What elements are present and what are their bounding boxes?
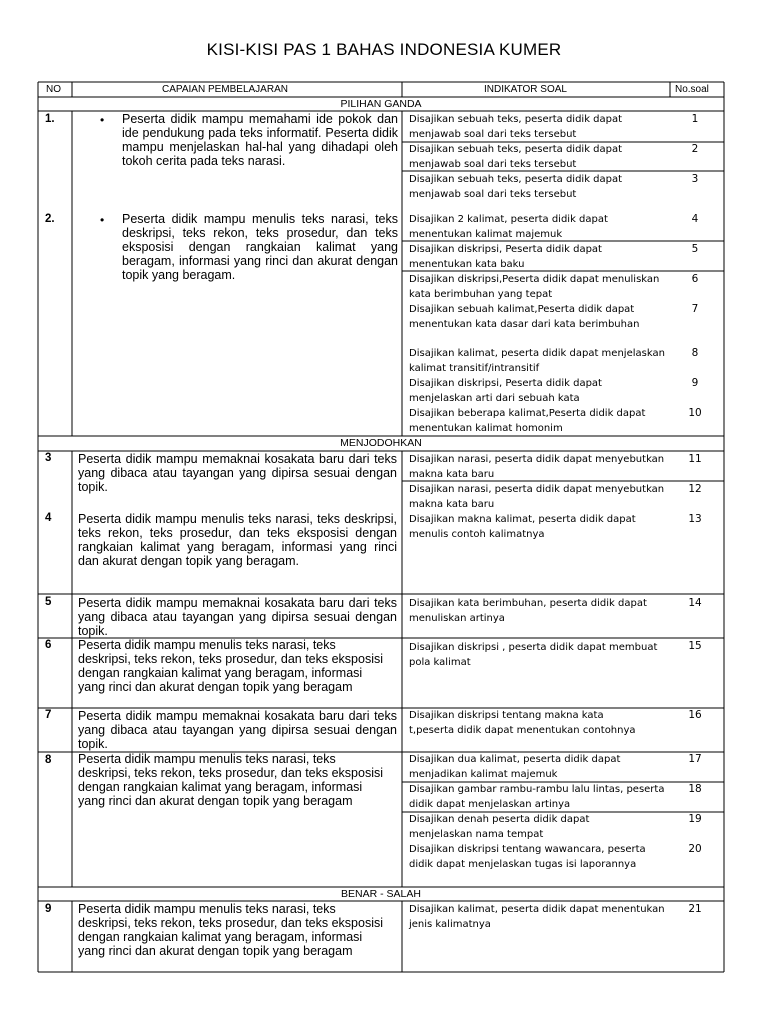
capaian-text: Peserta didik mampu menulis teks narasi, teks deskripsi, teks rekon, teks prosedur, dan teks eksposisi dengan rangkaian kalimat yang beragam, informasi yang rinci dan akurat dengan topik yang beragam. xyxy=(122,212,398,283)
indikator-text: Disajikan kata berimbuhan, peserta didik dapat menuliskan artinya xyxy=(409,598,647,624)
capaian-text: Peserta didik mampu memaknai kosakata baru dari teks yang dibaca atau tayangan yang dipirsa sesuai dengan topik. xyxy=(78,709,397,752)
row-number: 6 xyxy=(45,639,52,651)
soal-number: 11 xyxy=(688,453,702,465)
row-number: 8 xyxy=(45,754,52,766)
indikator-text: Disajikan kalimat, peserta didik dapat menentukan jenis kalimatnya xyxy=(409,904,665,930)
soal-number: 15 xyxy=(688,640,702,652)
indikator-text: Disajikan narasi, peserta didik dapat menyebutkan makna kata baru xyxy=(409,454,665,480)
row-number: 3 xyxy=(45,452,52,464)
indikator-text: Disajikan beberapa kalimat,Peserta didik dapat menentukan kalimat homonim xyxy=(409,408,646,434)
soal-number: 20 xyxy=(688,843,702,855)
row-number: 9 xyxy=(45,903,52,915)
indikator-text: Disajikan diskripsi , peserta didik dapat membuat pola kalimat xyxy=(409,642,658,668)
soal-number: 5 xyxy=(691,243,699,255)
soal-number: 14 xyxy=(688,597,702,609)
soal-number: 17 xyxy=(688,753,702,765)
indikator-text: Disajikan diskripsi tentang wawancara, peserta didik dapat menjelaskan tugas isi laporannya xyxy=(409,844,646,870)
soal-number: 10 xyxy=(688,407,702,419)
bullet-marker: • xyxy=(100,213,105,227)
indikator-text: Disajikan kalimat, peserta didik dapat menjelaskan kalimat transitif/intransitif xyxy=(409,348,665,374)
indikator-text: Disajikan sebuah teks, peserta didik dapat menjawab soal dari teks tersebut xyxy=(409,114,623,140)
indikator-text: Disajikan diskripsi, Peserta didik dapat menentukan kata baku xyxy=(409,244,602,270)
indikator-text: Disajikan gambar rambu-rambu lalu lintas, peserta didik dapat menjelaskan artinya xyxy=(409,784,665,810)
soal-number: 7 xyxy=(691,303,699,315)
header-no: NO xyxy=(46,84,61,95)
soal-number: 16 xyxy=(688,709,702,721)
row-number: 1. xyxy=(45,113,55,125)
capaian-text: Peserta didik mampu memahami ide pokok dan ide pendukung pada teks informatif. Peserta didik mampu menjelaskan hal-hal yang dihadapi oleh tokoh cerita pada teks narasi. xyxy=(122,112,398,169)
indikator-text: Disajikan 2 kalimat, peserta didik dapat menentukan kalimat majemuk xyxy=(409,214,608,240)
soal-number: 4 xyxy=(691,213,699,225)
soal-number: 18 xyxy=(688,783,702,795)
capaian-text: Peserta didik mampu menulis teks narasi, teks deskripsi, teks rekon, teks prosedur, dan teks eksposisi dengan rangkaian kalimat yang beragam, informasi yang rinci dan akurat dengan topik yang beragam xyxy=(78,902,384,959)
indikator-text: Disajikan diskripsi,Peserta didik dapat menuliskan kata berimbuhan yang tepat xyxy=(409,274,660,300)
capaian-text: Peserta didik mampu menulis teks narasi, teks deskripsi, teks rekon, teks prosedur, dan teks eksposisi dengan rangkaian kalimat yang beragam, informasi yang rinci dan akurat dengan topik yang beragam xyxy=(78,638,384,695)
document-title: KISI-KISI PAS 1 BAHAS INDONESIA KUMER xyxy=(206,40,562,59)
header-nosoal: No.soal xyxy=(675,84,709,95)
soal-number: 3 xyxy=(691,173,699,185)
section-menjodohkan: MENJODOHKAN xyxy=(340,437,422,449)
indikator-text: Disajikan sebuah teks, peserta didik dapat menjawab soal dari teks tersebut xyxy=(409,174,623,200)
indikator-text: Disajikan diskripsi, Peserta didik dapat menjelaskan arti dari sebuah kata xyxy=(409,378,602,404)
soal-number: 1 xyxy=(691,113,699,125)
section-pilihan-ganda: PILIHAN GANDA xyxy=(340,98,422,110)
capaian-text: Peserta didik mampu memaknai kosakata baru dari teks yang dibaca atau tayangan yang dipirsa sesuai dengan topik. xyxy=(78,452,397,495)
indikator-text: Disajikan makna kalimat, peserta didik dapat menulis contoh kalimatnya xyxy=(409,514,636,540)
soal-number: 19 xyxy=(688,813,702,825)
indikator-text: Disajikan denah peserta didik dapat menjelaskan nama tempat xyxy=(409,814,590,840)
soal-number: 13 xyxy=(688,513,702,525)
row-number: 7 xyxy=(45,709,52,721)
capaian-text: Peserta didik mampu menulis teks narasi, teks deskripsi, teks rekon, teks prosedur, dan teks eksposisi dengan rangkaian kalimat yang beragam, informasi yang rinci dan akurat dengan topik yang beragam xyxy=(78,752,384,809)
soal-number: 21 xyxy=(688,903,702,915)
soal-number: 9 xyxy=(691,377,699,389)
indikator-text: Disajikan sebuah teks, peserta didik dapat menjawab soal dari teks tersebut xyxy=(409,144,623,170)
indikator-text: Disajikan diskripsi tentang makna kata t,peserta didik dapat menentukan contohnya xyxy=(409,710,636,736)
bullet-marker: • xyxy=(100,113,105,127)
row-number: 4 xyxy=(45,512,52,524)
row-number: 2. xyxy=(45,213,55,225)
row-number: 5 xyxy=(45,596,52,608)
section-benar-salah: BENAR - SALAH xyxy=(341,888,421,900)
indikator-text: Disajikan dua kalimat, peserta didik dapat menjadikan kalimat majemuk xyxy=(409,754,621,780)
indikator-text: Disajikan narasi, peserta didik dapat menyebutkan makna kata baru xyxy=(409,484,665,510)
capaian-text: Peserta didik mampu menulis teks narasi, teks deskripsi, teks rekon, teks prosedur, dan teks eksposisi dengan rangkaian kalimat yang beragam, informasi yang rinci dan akurat dengan topik yang beragam. xyxy=(78,512,397,569)
soal-number: 8 xyxy=(691,347,699,359)
soal-number: 6 xyxy=(691,273,699,285)
indikator-text: Disajikan sebuah kalimat,Peserta didik dapat menentukan kata dasar dari kata berimbuhan xyxy=(409,304,640,330)
header-capaian: CAPAIAN PEMBELAJARAN xyxy=(162,84,288,95)
soal-number: 2 xyxy=(691,143,699,155)
capaian-text: Peserta didik mampu memaknai kosakata baru dari teks yang dibaca atau tayangan yang dipirsa sesuai dengan topik. xyxy=(78,596,397,639)
soal-number: 12 xyxy=(688,483,702,495)
header-indikator: INDIKATOR SOAL xyxy=(484,84,567,95)
